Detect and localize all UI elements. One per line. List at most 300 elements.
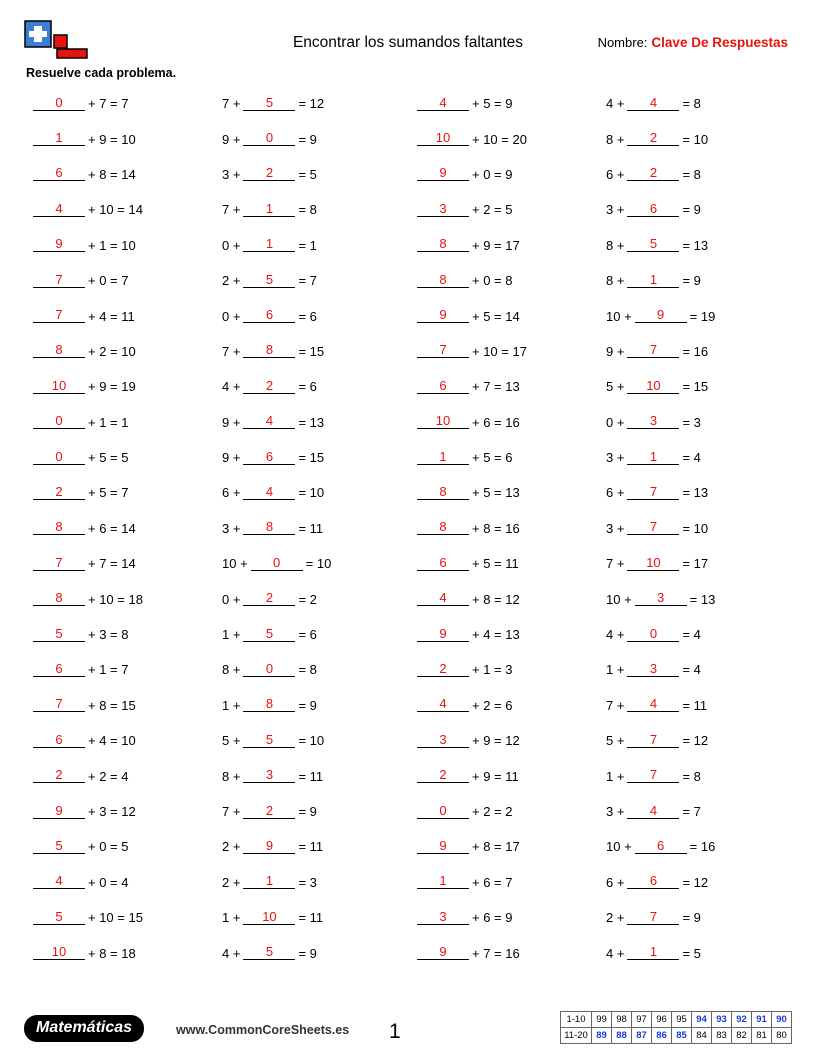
problem-item xyxy=(24,440,216,475)
answer-blank[interactable]: 3 xyxy=(635,590,687,606)
problem-item xyxy=(216,581,408,616)
problem-item xyxy=(216,298,408,333)
answer-blank[interactable]: 7 xyxy=(627,767,679,783)
problem-prefix: 7 + xyxy=(222,96,241,112)
problem-item xyxy=(24,298,216,333)
problem-item xyxy=(216,263,408,298)
answer-blank[interactable]: 7 xyxy=(33,272,85,288)
problem-suffix: = 5 xyxy=(298,166,317,182)
problem-prefix: 0 + xyxy=(222,591,241,607)
problem-suffix: + 0 = 7 xyxy=(88,273,129,289)
score-cell: 99 xyxy=(592,1012,612,1028)
answer-blank[interactable]: 3 xyxy=(627,413,679,429)
problem-suffix: + 6 = 7 xyxy=(472,874,513,890)
problem-suffix: + 2 = 2 xyxy=(472,804,513,819)
problem-suffix: = 8 xyxy=(298,662,317,678)
answer-blank[interactable]: 8 xyxy=(33,342,85,358)
score-cell: 97 xyxy=(632,1012,652,1028)
problem-item xyxy=(216,511,408,546)
problem-item xyxy=(408,192,600,227)
problem-suffix: + 2 = 6 xyxy=(472,697,513,713)
problem-suffix: + 9 = 19 xyxy=(88,379,136,395)
problem-item xyxy=(216,228,408,263)
answer-blank[interactable]: 8 xyxy=(417,484,469,500)
instructions-text: Resuelve cada problema. xyxy=(26,66,177,80)
answer-blank[interactable]: 6 xyxy=(243,307,295,323)
problem-suffix: = 12 xyxy=(682,733,709,749)
answer-blank[interactable]: 2 xyxy=(243,590,295,606)
answer-blank[interactable]: 0 xyxy=(243,130,295,146)
answer-blank[interactable]: 5 xyxy=(33,909,85,925)
problem-prefix: 7 + xyxy=(222,202,241,218)
answer-blank[interactable]: 1 xyxy=(243,873,295,889)
problem-suffix: = 13 xyxy=(298,414,325,430)
problem-item xyxy=(24,405,216,440)
answer-blank[interactable]: 4 xyxy=(417,95,469,111)
answer-blank[interactable]: 8 xyxy=(33,519,85,535)
answer-blank[interactable]: 6 xyxy=(627,873,679,889)
answer-blank[interactable]: 10 xyxy=(417,413,469,429)
answer-blank[interactable]: 10 xyxy=(627,555,679,571)
problem-suffix: = 7 xyxy=(298,273,317,289)
name-field xyxy=(598,35,788,50)
problem-suffix: + 5 = 9 xyxy=(472,96,513,112)
problem-suffix: = 11 xyxy=(298,768,324,784)
score-cell: 81 xyxy=(752,1028,772,1044)
answer-blank[interactable]: 1 xyxy=(243,236,295,252)
answer-blank[interactable]: 9 xyxy=(417,838,469,854)
problem-item xyxy=(600,581,792,616)
answer-blank[interactable]: 5 xyxy=(33,626,85,642)
answer-blank[interactable]: 5 xyxy=(243,626,295,642)
problem-suffix: + 5 = 7 xyxy=(88,485,129,501)
problem-suffix: = 7 xyxy=(682,804,701,819)
problem-prefix: 0 + xyxy=(606,414,625,430)
answer-blank[interactable]: 7 xyxy=(627,519,679,535)
problem-prefix: 5 + xyxy=(606,379,625,395)
answer-blank[interactable]: 10 xyxy=(33,378,85,394)
answer-blank[interactable]: 6 xyxy=(417,555,469,571)
answer-blank[interactable]: 9 xyxy=(33,236,85,252)
problem-prefix: 2 + xyxy=(222,874,241,890)
problem-suffix: + 3 = 12 xyxy=(88,804,136,819)
problem-suffix: = 15 xyxy=(682,379,709,395)
problem-column-3 xyxy=(408,86,600,971)
problem-prefix: 6 + xyxy=(606,485,625,501)
answer-blank[interactable]: 3 xyxy=(417,732,469,748)
answer-blank[interactable]: 2 xyxy=(243,165,295,181)
problem-suffix: + 9 = 11 xyxy=(472,768,519,784)
problem-item xyxy=(216,688,408,723)
problem-column-4 xyxy=(600,86,792,971)
problem-item xyxy=(408,617,600,652)
answer-blank[interactable]: 9 xyxy=(417,307,469,323)
problem-prefix: 4 + xyxy=(606,627,625,643)
problem-suffix: = 16 xyxy=(689,839,716,855)
answer-blank[interactable]: 8 xyxy=(243,342,295,358)
problem-suffix: = 9 xyxy=(682,273,701,289)
answer-blank[interactable]: 6 xyxy=(635,838,687,854)
answer-blank[interactable]: 8 xyxy=(243,696,295,712)
answer-blank[interactable]: 3 xyxy=(417,201,469,217)
score-cell: 84 xyxy=(692,1028,712,1044)
problem-prefix: 7 + xyxy=(222,804,241,819)
problem-suffix: + 10 = 17 xyxy=(472,343,527,359)
problem-item xyxy=(216,334,408,369)
problem-suffix: + 6 = 14 xyxy=(88,520,136,536)
answer-blank[interactable]: 4 xyxy=(627,95,679,111)
problem-item xyxy=(216,935,408,970)
answer-blank[interactable]: 5 xyxy=(243,95,295,111)
problem-item xyxy=(408,794,600,829)
problem-prefix: 7 + xyxy=(606,556,625,572)
answer-blank[interactable]: 2 xyxy=(417,767,469,783)
problem-suffix: = 16 xyxy=(682,343,709,359)
problem-item xyxy=(600,440,792,475)
problem-suffix: + 7 = 13 xyxy=(472,379,520,395)
answer-blank[interactable]: 7 xyxy=(627,342,679,358)
answer-blank[interactable]: 2 xyxy=(627,165,679,181)
answer-blank[interactable]: 9 xyxy=(33,803,85,819)
problem-item xyxy=(24,192,216,227)
answer-blank[interactable]: 6 xyxy=(243,449,295,465)
problem-prefix: 6 + xyxy=(606,166,625,182)
page-number: 1 xyxy=(389,1020,401,1043)
answer-blank[interactable]: 1 xyxy=(627,272,679,288)
answer-blank[interactable]: 2 xyxy=(627,130,679,146)
answer-blank[interactable]: 1 xyxy=(627,449,679,465)
answer-blank[interactable]: 1 xyxy=(627,944,679,960)
answer-blank[interactable]: 4 xyxy=(417,696,469,712)
answer-blank[interactable]: 3 xyxy=(417,909,469,925)
problem-item xyxy=(600,794,792,829)
problem-item xyxy=(24,581,216,616)
problem-item xyxy=(600,900,792,935)
problem-prefix: 5 + xyxy=(606,733,625,749)
answer-blank[interactable]: 1 xyxy=(243,201,295,217)
problem-item xyxy=(600,263,792,298)
problem-suffix: = 3 xyxy=(682,414,701,430)
problem-prefix: 8 + xyxy=(222,768,241,784)
problem-column-1 xyxy=(24,86,216,971)
problem-prefix: 10 + xyxy=(606,308,632,324)
problem-prefix: 6 + xyxy=(222,485,241,501)
problem-item xyxy=(24,865,216,900)
problem-item xyxy=(408,475,600,510)
answer-blank[interactable]: 8 xyxy=(417,272,469,288)
problem-suffix: + 8 = 16 xyxy=(472,520,520,536)
problem-item xyxy=(408,157,600,192)
problem-item xyxy=(24,723,216,758)
problem-item xyxy=(600,298,792,333)
problem-suffix: = 1 xyxy=(298,237,317,253)
score-cell: 95 xyxy=(672,1012,692,1028)
answer-blank[interactable]: 8 xyxy=(33,590,85,606)
answer-blank[interactable]: 8 xyxy=(417,519,469,535)
score-cell: 96 xyxy=(652,1012,672,1028)
problem-suffix: = 15 xyxy=(298,450,325,466)
answer-blank[interactable]: 6 xyxy=(417,378,469,394)
problem-item xyxy=(216,157,408,192)
problem-prefix: 7 + xyxy=(222,343,241,359)
problem-item xyxy=(216,369,408,404)
problem-prefix: 3 + xyxy=(606,520,625,536)
answer-blank[interactable]: 0 xyxy=(243,661,295,677)
problem-suffix: + 9 = 12 xyxy=(472,733,520,749)
answer-blank[interactable]: 8 xyxy=(243,519,295,535)
problem-item xyxy=(216,475,408,510)
score-cell: 89 xyxy=(592,1028,612,1044)
answer-blank[interactable]: 9 xyxy=(417,626,469,642)
problem-item xyxy=(600,192,792,227)
problem-prefix: 8 + xyxy=(222,662,241,678)
problem-suffix: = 8 xyxy=(682,768,701,784)
answer-blank[interactable]: 10 xyxy=(417,130,469,146)
answer-blank[interactable]: 10 xyxy=(627,378,679,394)
score-row-label: 1-10 xyxy=(561,1012,592,1028)
answer-blank[interactable]: 7 xyxy=(627,484,679,500)
problem-prefix: 9 + xyxy=(606,343,625,359)
problem-item xyxy=(408,581,600,616)
problem-suffix: + 5 = 13 xyxy=(472,485,520,501)
problem-suffix: = 11 xyxy=(298,520,324,536)
answer-blank[interactable]: 2 xyxy=(33,767,85,783)
problem-suffix: = 12 xyxy=(682,874,709,890)
problem-prefix: 2 + xyxy=(606,910,625,926)
problem-suffix: + 8 = 12 xyxy=(472,591,520,607)
problem-item xyxy=(408,829,600,864)
answer-blank[interactable]: 10 xyxy=(33,944,85,960)
problem-suffix: + 10 = 18 xyxy=(88,591,143,607)
answer-blank[interactable]: 6 xyxy=(33,661,85,677)
problem-item xyxy=(600,157,792,192)
problem-item xyxy=(216,440,408,475)
answer-blank[interactable]: 0 xyxy=(33,95,85,111)
answer-blank[interactable]: 2 xyxy=(417,661,469,677)
problem-item xyxy=(216,758,408,793)
website-url: www.CommonCoreSheets.es xyxy=(176,1023,350,1037)
problem-prefix: 10 + xyxy=(606,839,632,855)
answer-blank[interactable]: 5 xyxy=(243,732,295,748)
problem-suffix: + 3 = 8 xyxy=(88,627,129,643)
answer-blank[interactable]: 6 xyxy=(33,165,85,181)
problem-suffix: + 5 = 11 xyxy=(472,556,519,572)
problem-suffix: + 10 = 14 xyxy=(88,202,143,218)
answer-blank[interactable]: 4 xyxy=(627,696,679,712)
problem-suffix: = 10 xyxy=(682,131,709,147)
problem-item xyxy=(600,228,792,263)
answer-blank[interactable]: 10 xyxy=(243,909,295,925)
problem-prefix: 1 + xyxy=(222,910,241,926)
answer-blank[interactable]: 5 xyxy=(627,236,679,252)
answer-blank[interactable]: 4 xyxy=(243,484,295,500)
problem-prefix: 3 + xyxy=(606,804,625,819)
problem-suffix: + 1 = 1 xyxy=(88,414,129,430)
problems-grid xyxy=(24,86,792,971)
problem-item xyxy=(216,652,408,687)
problem-suffix: + 8 = 17 xyxy=(472,839,520,855)
problem-prefix: 7 + xyxy=(606,697,625,713)
answer-blank[interactable]: 2 xyxy=(33,484,85,500)
answer-blank[interactable]: 6 xyxy=(33,732,85,748)
answer-blank[interactable]: 1 xyxy=(33,130,85,146)
problem-suffix: + 7 = 7 xyxy=(88,96,129,112)
answer-blank[interactable]: 7 xyxy=(627,732,679,748)
problem-suffix: = 12 xyxy=(298,96,325,112)
problem-prefix: 0 + xyxy=(222,308,241,324)
problem-item xyxy=(216,192,408,227)
problem-item xyxy=(24,935,216,970)
problem-prefix: 4 + xyxy=(222,945,241,961)
problem-suffix: = 8 xyxy=(298,202,317,218)
answer-blank[interactable]: 7 xyxy=(627,909,679,925)
problem-prefix: 8 + xyxy=(606,131,625,147)
answer-blank[interactable]: 4 xyxy=(33,201,85,217)
problem-item xyxy=(216,405,408,440)
problem-item xyxy=(408,86,600,121)
answer-blank[interactable]: 5 xyxy=(33,838,85,854)
problem-item xyxy=(216,546,408,581)
problem-item xyxy=(24,829,216,864)
score-row xyxy=(561,1028,792,1044)
problem-suffix: = 9 xyxy=(298,945,317,961)
problem-suffix: = 3 xyxy=(298,874,317,890)
problem-item xyxy=(216,617,408,652)
problem-suffix: + 9 = 10 xyxy=(88,131,136,147)
problem-suffix: + 10 = 20 xyxy=(472,131,527,147)
problem-suffix: = 5 xyxy=(682,945,701,961)
answer-blank[interactable]: 7 xyxy=(33,696,85,712)
problem-suffix: = 8 xyxy=(682,96,701,112)
score-cell: 86 xyxy=(652,1028,672,1044)
problem-item xyxy=(408,865,600,900)
problem-item xyxy=(408,688,600,723)
problem-prefix: 10 + xyxy=(606,591,632,607)
problem-suffix: + 4 = 13 xyxy=(472,627,520,643)
problem-suffix: = 4 xyxy=(682,450,701,466)
page-title: Encontrar los sumandos faltantes xyxy=(292,34,524,51)
problem-prefix: 1 + xyxy=(222,627,241,643)
answer-blank[interactable]: 9 xyxy=(635,307,687,323)
answer-blank[interactable]: 9 xyxy=(243,838,295,854)
answer-blank[interactable]: 4 xyxy=(417,590,469,606)
problem-suffix: + 2 = 4 xyxy=(88,768,129,784)
problem-suffix: = 15 xyxy=(298,343,325,359)
problem-item xyxy=(24,121,216,156)
score-cell: 92 xyxy=(732,1012,752,1028)
answer-blank[interactable]: 4 xyxy=(627,803,679,819)
problem-item xyxy=(216,829,408,864)
problem-prefix: 3 + xyxy=(606,202,625,218)
problem-prefix: 6 + xyxy=(606,874,625,890)
problem-item xyxy=(600,829,792,864)
score-cell: 87 xyxy=(632,1028,652,1044)
answer-blank[interactable]: 5 xyxy=(243,272,295,288)
problem-item xyxy=(216,121,408,156)
problem-suffix: = 2 xyxy=(298,591,317,607)
answer-blank[interactable]: 7 xyxy=(33,307,85,323)
problem-item xyxy=(24,511,216,546)
problem-suffix: = 4 xyxy=(682,627,701,643)
problem-suffix: = 6 xyxy=(298,627,317,643)
answer-blank[interactable]: 0 xyxy=(627,626,679,642)
answer-blank[interactable]: 9 xyxy=(417,165,469,181)
problem-item xyxy=(24,652,216,687)
answer-blank[interactable]: 1 xyxy=(417,449,469,465)
answer-blank[interactable]: 3 xyxy=(243,767,295,783)
problem-item xyxy=(408,900,600,935)
problem-suffix: + 8 = 18 xyxy=(88,945,136,961)
problem-item xyxy=(408,121,600,156)
answer-blank[interactable]: 0 xyxy=(417,803,469,819)
answer-blank[interactable]: 8 xyxy=(417,236,469,252)
problem-item xyxy=(408,369,600,404)
problem-suffix: = 4 xyxy=(682,662,701,678)
problem-suffix: + 7 = 14 xyxy=(88,556,136,572)
problem-suffix: + 5 = 14 xyxy=(472,308,520,324)
answer-blank[interactable]: 2 xyxy=(243,803,295,819)
problem-item xyxy=(408,405,600,440)
problem-suffix: = 9 xyxy=(298,804,317,819)
problem-item xyxy=(24,794,216,829)
answer-blank[interactable]: 0 xyxy=(33,413,85,429)
score-row-label: 11-20 xyxy=(561,1028,592,1044)
answer-blank[interactable]: 4 xyxy=(243,413,295,429)
problem-item xyxy=(216,900,408,935)
problem-prefix: 9 + xyxy=(222,414,241,430)
answer-blank[interactable]: 7 xyxy=(33,555,85,571)
problem-item xyxy=(216,865,408,900)
answer-blank[interactable]: 3 xyxy=(627,661,679,677)
problem-suffix: + 7 = 16 xyxy=(472,945,520,961)
problem-suffix: = 10 xyxy=(682,520,709,536)
problem-prefix: 3 + xyxy=(222,166,241,182)
score-cell: 93 xyxy=(712,1012,732,1028)
problem-item xyxy=(24,86,216,121)
problem-item xyxy=(600,935,792,970)
answer-blank[interactable]: 1 xyxy=(417,873,469,889)
problem-suffix: = 10 xyxy=(305,556,332,572)
answer-blank[interactable]: 5 xyxy=(243,944,295,960)
score-row xyxy=(561,1012,792,1028)
problem-suffix: + 5 = 6 xyxy=(472,450,513,466)
problem-suffix: = 13 xyxy=(682,485,709,501)
answer-blank[interactable]: 0 xyxy=(33,449,85,465)
answer-blank[interactable]: 6 xyxy=(627,201,679,217)
problem-suffix: = 10 xyxy=(298,733,325,749)
answer-blank[interactable]: 4 xyxy=(33,873,85,889)
problem-item xyxy=(600,688,792,723)
problem-item xyxy=(24,900,216,935)
answer-blank[interactable]: 9 xyxy=(417,944,469,960)
problem-item xyxy=(600,511,792,546)
problem-item xyxy=(408,511,600,546)
problem-item xyxy=(24,157,216,192)
problem-suffix: = 13 xyxy=(689,591,716,607)
problem-prefix: 8 + xyxy=(606,273,625,289)
score-cell: 88 xyxy=(612,1028,632,1044)
problem-item xyxy=(600,652,792,687)
problem-suffix: = 19 xyxy=(689,308,716,324)
answer-blank[interactable]: 2 xyxy=(243,378,295,394)
answer-blank[interactable]: 0 xyxy=(251,555,303,571)
problem-prefix: 3 + xyxy=(222,520,241,536)
problem-item xyxy=(600,865,792,900)
problem-item xyxy=(600,121,792,156)
answer-blank[interactable]: 7 xyxy=(417,342,469,358)
problem-item xyxy=(24,475,216,510)
score-cell: 85 xyxy=(672,1028,692,1044)
